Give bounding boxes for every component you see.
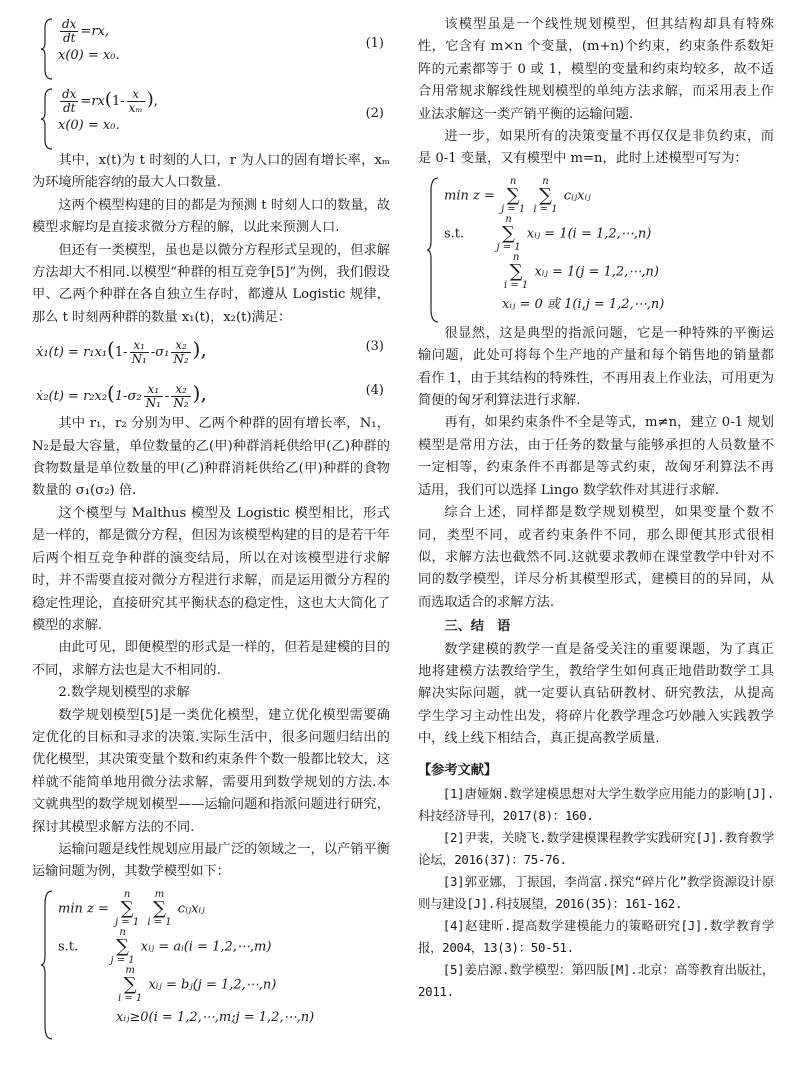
- references-heading: 【参考文献】: [418, 762, 498, 778]
- subsection-heading: 2.数学规划模型的求解: [58, 685, 190, 701]
- denominator: dt: [62, 31, 76, 45]
- section-heading: 三、结 语: [444, 619, 511, 635]
- constraint: xᵢⱼ≥0(i = 1,2,⋯,m;j = 1,2,⋯,n): [116, 1009, 315, 1025]
- lp-model-assignment: [418, 177, 774, 323]
- brace-icon: [40, 88, 54, 150]
- sum-symbol: m ∑ i = 1: [147, 888, 172, 928]
- sum-symbol: n ∑ j = 1: [110, 926, 135, 966]
- sum-symbol: n ∑ j = 1: [496, 213, 521, 253]
- sum-lower: j = 1: [110, 954, 135, 966]
- sum-lower: i = 1: [118, 993, 143, 1005]
- sum-lower: j = 1: [115, 916, 140, 928]
- paragraph: 这两个模型构建的目的都是为预测 t 时刻人口的数量，故模型求解均是直接求微分方程的解，以此来预测人口.: [32, 197, 390, 236]
- eq-part: 1-σ₂: [114, 389, 142, 405]
- reference-item: [4]赵建昕.提高数学建模能力的策略研究[J].数学教育学报，2004，13(3)：50-51.: [418, 917, 774, 955]
- eq-initial: x(0) = x₀.: [58, 118, 120, 133]
- denominator: N₁: [145, 396, 161, 411]
- equation-3: ẋ₁(t) = r₁x₁(1- $\frac{\text{x₁}}{\text{N₁}}$ -σ₁ $\frac{\text{x₂}}{\text{N₂}}$ ), (3): [36, 337, 384, 367]
- sum-upper: n: [509, 175, 517, 187]
- fraction: [144, 383, 163, 410]
- sum-symbol: n ∑ j = 1: [501, 175, 526, 215]
- equation-1: [32, 18, 390, 80]
- numerator: dx: [62, 17, 77, 31]
- numerator: dx: [62, 87, 77, 101]
- sum-upper: n: [119, 926, 126, 938]
- eq-initial: x(0) = x₀.: [58, 48, 120, 63]
- denominator: N₁: [131, 352, 147, 367]
- paragraph: 运输问题是线性规划应用最广泛的领域之一，以产销平衡运输问题为例，其数学模型如下：: [32, 841, 390, 880]
- constraint: xᵢⱼ = 0 或 1(i,j = 1,2,⋯,n): [502, 296, 665, 312]
- sum-upper: m: [154, 888, 165, 900]
- equation-number: (1): [365, 36, 384, 51]
- brace-icon: [40, 18, 54, 80]
- eq-lhs: ẋ₁(t) = r₁x₁: [36, 345, 108, 361]
- paragraph: 该模型虽是一个线性规划模型，但其结构却具有特殊性，它含有 m×n 个变量，(m+n)个约束，约束条件系数矩阵的元素都等于 0 或 1，模型的变量和约束均较多，故不适合用常规求解线性规划模型的单纯方法求解，而采用表上作业法求解这一类产销平衡的运输问题.: [418, 17, 774, 122]
- left-column: [32, 14, 390, 1040]
- eq-lhs: ẋ₂(t) = r₂x₂: [36, 389, 108, 405]
- paragraph: 数学规划模型[5]是一类优化模型，建立优化模型需要确定优化的目标和寻求的决策.实际生活中，很多问题归结出的优化模型，其决策变量个数和约束条件个数一般都比较大，这样就不能简单地用微分法求解，需要用到数学规划的方法.本文就典型的数学规划模型——运输问题和指派问题进行研究，探讨其模型求解方法的不同.: [32, 707, 390, 835]
- brace-icon: [426, 177, 440, 323]
- sum-upper: n: [123, 888, 131, 900]
- objective-label: min z =: [444, 188, 495, 204]
- references-list: [418, 783, 774, 1003]
- numerator: x: [127, 88, 145, 102]
- objective-term: cᵢⱼxᵢⱼ: [563, 188, 591, 204]
- sum-symbol: m ∑ i = 1: [118, 965, 143, 1005]
- eq-part: ),: [192, 337, 207, 362]
- fraction: [171, 383, 190, 410]
- right-column: [418, 14, 774, 1003]
- subject-to-label: s.t.: [58, 939, 79, 955]
- paragraph: 其中 r₁，r₂ 分别为甲、乙两个种群的固有增长率，N₁，N₂是最大容量，单位数量的乙(甲)种群消耗供给甲(乙)种群的食物数量是单位数量的甲(乙)种群消耗供给乙(甲)种群的食物数量的 σ₁(σ₂) 倍.: [32, 416, 390, 499]
- denominator: N₂: [173, 396, 189, 411]
- denominator: xₘ: [128, 101, 143, 115]
- numerator: x₁: [130, 339, 149, 353]
- equation-2: $\frac{dx}{dt}$ =rx(1- $\frac{x}{\text{xₘ}}$ ), x(0) = x₀. (2): [32, 88, 390, 150]
- sum-symbol: n ∑ i = 1: [504, 252, 529, 292]
- eq-rhs: =rx,: [80, 24, 110, 39]
- denominator: N₂: [173, 352, 189, 367]
- sum-symbol: n ∑ j = 1: [115, 888, 140, 928]
- paragraph: 由此可见，即便模型的形式是一样的，但若是建模的目的不同，求解方法也是大不相同的.: [32, 640, 390, 678]
- eq-part: 1-: [114, 345, 128, 361]
- brace-icon: [40, 890, 54, 1040]
- subject-to-label: s.t.: [444, 226, 465, 242]
- paragraph: 数学建模的教学一直是备受关注的重要课题，为了真正地将建模方法教给学生，教给学生如何真正地借助数学工具解决实际问题，就一定要认真钻研教材、研究教法，从提高学生学习主动性出发，将碎片化教学理念巧妙融入实践教学中，线上线下相结合，真正提高教学质量.: [418, 641, 774, 747]
- constraint: xᵢⱼ = 1(i = 1,2,⋯,n): [526, 226, 652, 242]
- sum-lower: j = 1: [501, 203, 526, 215]
- paragraph: 但还有一类模型，虽也是以微分方程形式呈现的，但求解方法却大不相同.以模型“种群的相互竞争[5]”为例，我们假设甲、乙两个种群在各自独立生存时，都遵从 Logistic 规律，那么 t 时刻两种群的数量 x₁(t)，x₂(t)满足：: [32, 242, 390, 325]
- equation-4: ẋ₂(t) = r₂x₂(1-σ₂ $\frac{\text{x₁}}{\text{N₁}}$ - $\frac{\text{x₂}}{\text{N₂}}$ ), (4): [36, 381, 384, 411]
- reference-item: [5]姜启源.数学模型：第四版[M].北京：高等教育出版社，2011.: [418, 961, 774, 999]
- numerator: x₂: [171, 383, 190, 397]
- constraint: xᵢⱼ = bⱼ(j = 1,2,⋯,n): [148, 977, 277, 993]
- sum-upper: m: [125, 965, 135, 977]
- sum-lower: i = 1: [533, 203, 558, 215]
- fraction: [171, 339, 190, 366]
- sum-symbol: n ∑ i = 1: [533, 175, 558, 215]
- sum-lower: i = 1: [147, 916, 172, 928]
- sum-upper: n: [542, 175, 549, 187]
- paragraph: 这个模型与 Malthus 模型及 Logistic 模型相比，形式是一样的，都是微分方程，但因为该模型构建的目的是若干年后两个相互竞争种群的演变结局，所以在对该模型进行求解时，并不需要直接对微分方程进行求解，而是运用微分方程的稳定性理论，直接研究其平衡状态的稳定性，这也大大简化了模型的求解.: [32, 505, 390, 633]
- numerator: x₂: [171, 339, 190, 353]
- reference-item: [3]郭亚娜，丁振国，李尚富.探究“碎片化”教学资源设计原则与建设[J].科技展望，2016(35)：161-162.: [418, 873, 774, 911]
- fraction: [130, 339, 149, 366]
- derivative-fraction: [60, 18, 78, 45]
- paragraph: 再有，如果约束条件不全是等式，m≠n，建立 0-1 规划模型是常用方法，由于任务的数量与能够承担的人员数量不一定相等，约束条件不再都是等式约束，故匈牙利算法不再适用，我们可以选择 Lingo 数学软件对其进行求解.: [418, 415, 774, 498]
- reference-item: [2]尹裴，关晓飞.数学建模课程教学实践研究[J].教育教学论坛，2016(37)：75-76.: [418, 829, 774, 867]
- sum-upper: n: [512, 252, 520, 264]
- equation-number: (4): [365, 383, 384, 399]
- sum-lower: j = 1: [496, 241, 521, 253]
- paragraph: 综合上述，同样都是数学规划模型，如果变量个数不同，类型不同，或者约束条件不同，那么即便其形式很相似，求解方法也截然不同.这就要求教师在课堂教学中针对不同的数学模型，详尽分析其模型形式，建模目的的异同，从而选取适合的求解方法.: [418, 505, 774, 610]
- paragraph: 进一步，如果所有的决策变量不再仅仅是非负约束，而是 0-1 变量，又有模型中 m=n，此时上述模型可写为：: [418, 129, 774, 167]
- denominator: dt: [62, 101, 76, 115]
- paragraph: 其中，x(t)为 t 时刻的人口，r 为人口的固有增长率，xₘ为环境所能容纳的最大人口数量.: [32, 153, 390, 191]
- ratio-fraction: [127, 88, 145, 115]
- sum-upper: n: [505, 213, 512, 225]
- objective-term: cᵢⱼxᵢⱼ: [177, 901, 205, 917]
- objective-label: min z =: [58, 901, 109, 917]
- eq-part: ),: [192, 381, 207, 406]
- eq-rhs: =rx: [80, 94, 105, 109]
- reference-item: [1]唐娅娴.数学建模思想对大学生数学应用能力的影响[J].科技经济导刊，2017(8)：160.: [418, 785, 774, 823]
- eq-part: -σ₁: [150, 345, 170, 361]
- sum-lower: i = 1: [504, 280, 529, 292]
- lp-model-transport: [32, 890, 390, 1040]
- derivative-fraction: [60, 88, 78, 115]
- eq-part: -: [164, 389, 170, 405]
- equation-number: (2): [365, 106, 384, 121]
- constraint: xᵢⱼ = aᵢ(i = 1,2,⋯,m): [140, 939, 272, 955]
- numerator: x₁: [144, 383, 163, 397]
- constraint: xᵢⱼ = 1(j = 1,2,⋯,n): [534, 264, 659, 280]
- equation-number: (3): [365, 339, 384, 355]
- paragraph: 很显然，这是典型的指派问题，它是一种特殊的平衡运输问题，此处可将每个生产地的产量和每个销售地的销量都看作 1，由于其结构的特殊性，不再用表上作业法，可用更为简便的匈牙利算法进行求解.: [418, 325, 774, 409]
